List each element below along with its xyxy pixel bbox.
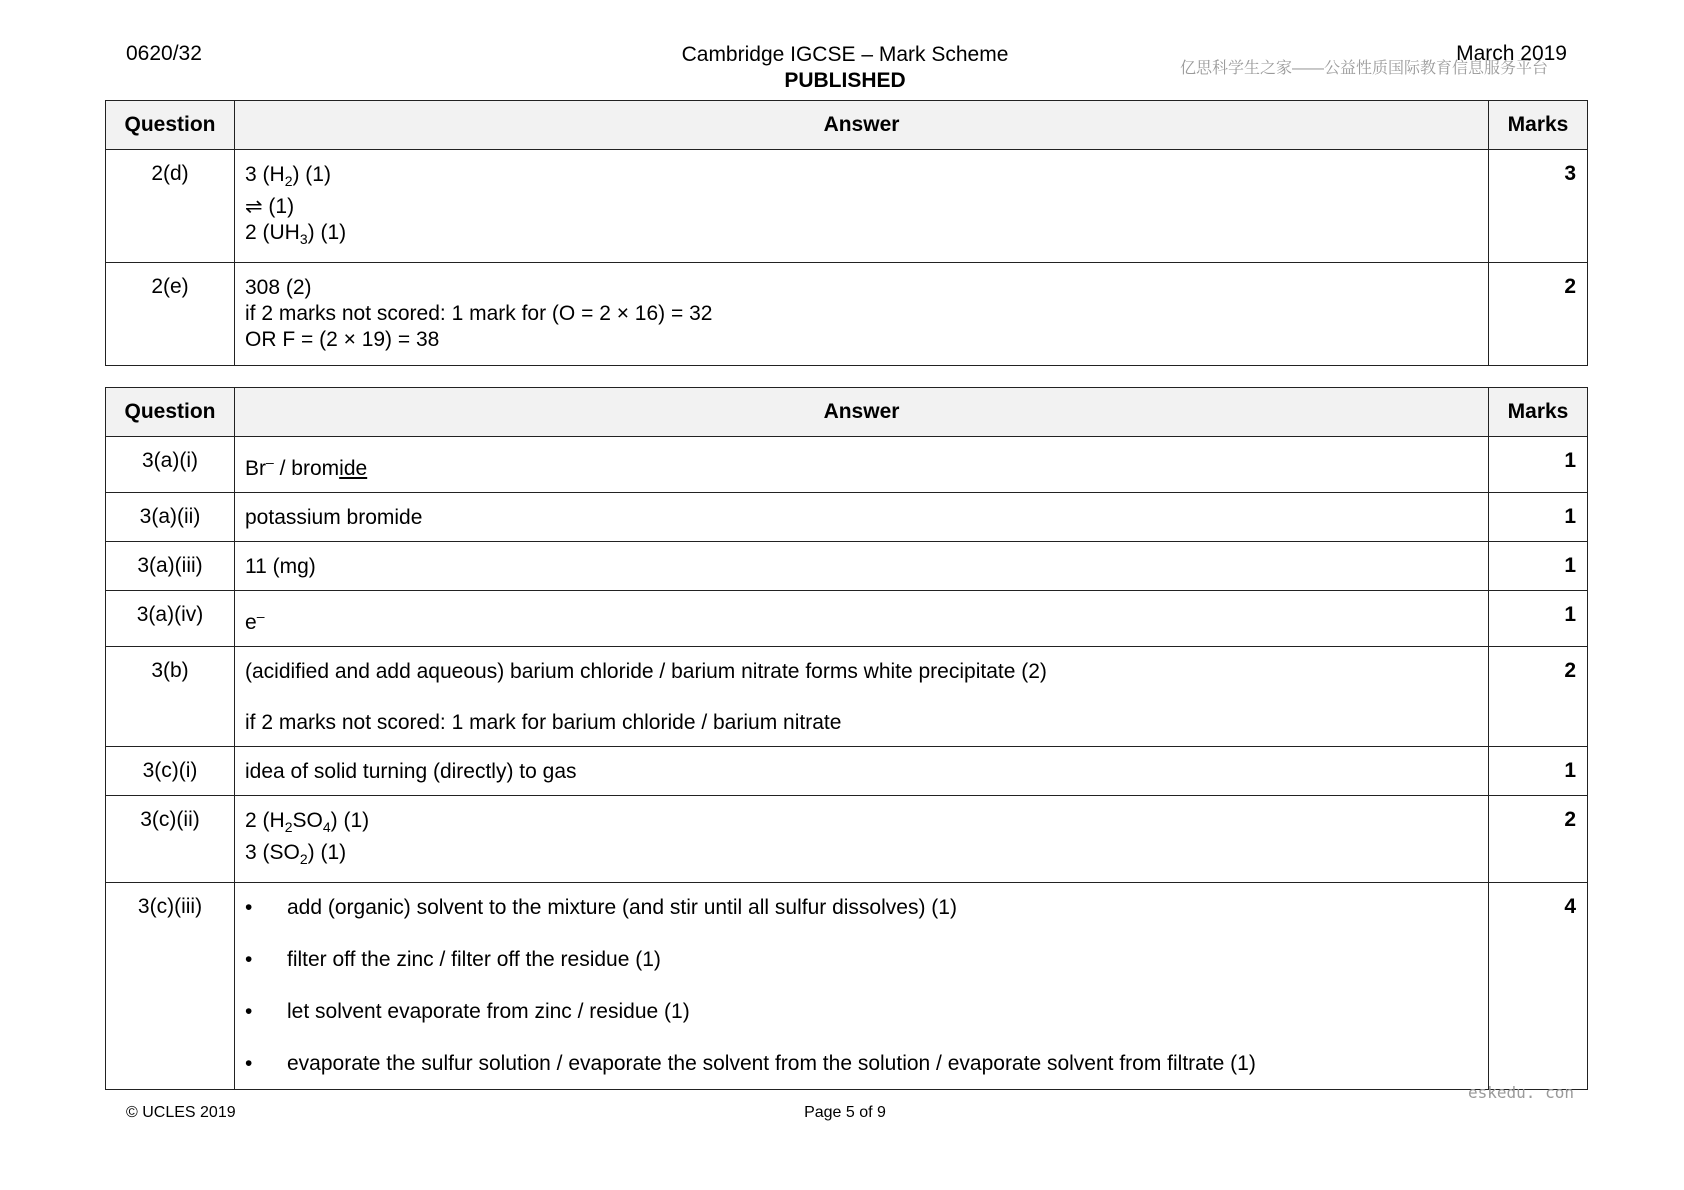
- question-number: 3(a)(iv): [106, 591, 235, 647]
- question-number: 3(c)(i): [106, 747, 235, 796]
- document-code: 0620/32: [126, 42, 202, 65]
- marks-value: 1: [1489, 542, 1588, 591]
- marks-value: 1: [1489, 747, 1588, 796]
- marks-value: 1: [1489, 591, 1588, 647]
- question-number: 2(e): [106, 263, 235, 366]
- document-title: Cambridge IGCSE – Mark Scheme: [681, 43, 1009, 66]
- list-item: • filter off the zinc / filter off the residue (1): [245, 948, 661, 972]
- question-number: 2(d): [106, 150, 235, 263]
- table-header-row: [106, 388, 1588, 437]
- marks-column-header: Marks: [1489, 101, 1588, 150]
- answer-cell: Br– / bromide: [235, 437, 1489, 493]
- marks-value: 2: [1489, 796, 1588, 883]
- site-watermark: eskedu. con: [1468, 1083, 1574, 1102]
- marks-value: 4: [1489, 883, 1588, 1090]
- answer-cell: e–: [235, 591, 1489, 647]
- copyright-footer: © UCLES 2019: [126, 1104, 236, 1121]
- table-row: [106, 647, 1588, 747]
- table-row: [106, 883, 1588, 1090]
- bullet-icon: •: [245, 896, 253, 920]
- question-column-header: Question: [106, 101, 235, 150]
- table-header-row: [106, 101, 1588, 150]
- bullet-list: [245, 895, 1478, 1077]
- marks-value: 2: [1489, 263, 1588, 366]
- answer-column-header: Answer: [235, 101, 1489, 150]
- question-number: 3(a)(iii): [106, 542, 235, 591]
- answer-cell: 11 (mg): [235, 542, 1489, 591]
- answer-cell: 3 $(H_2)$ (1) ⇌ (1) 2 $(UH_3)$ (1): [235, 150, 1489, 263]
- question-number: 3(a)(i): [106, 437, 235, 493]
- table-row: [106, 796, 1588, 883]
- marks-column-header: Marks: [1489, 388, 1588, 437]
- table-row: [106, 542, 1588, 591]
- bullet-icon: •: [245, 948, 253, 972]
- answer-cell: idea of solid turning (directly) to gas: [235, 747, 1489, 796]
- list-item: • add (organic) solvent to the mixture (and stir until all sulfur dissolves) (1): [245, 896, 957, 920]
- answer-cell: 2 $(H_2SO_4)$ (1) 3 $(SO_2)$ (1): [235, 796, 1489, 883]
- question-number: 3(a)(ii): [106, 493, 235, 542]
- answer-cell: 308 (2) if 2 marks not scored: 1 mark for (O = 2 × 16) = 32 OR F = (2 × 19) = 38: [235, 263, 1489, 366]
- published-label: PUBLISHED: [784, 69, 906, 92]
- list-item: • let solvent evaporate from zinc / residue (1): [245, 1000, 690, 1024]
- table-row: [106, 150, 1588, 263]
- document-date: March 2019: [1456, 42, 1567, 65]
- marks-value: 1: [1489, 437, 1588, 493]
- answer-cell: [235, 883, 1489, 1090]
- answer-cell: (acidified and add aqueous) barium chloride / barium nitrate forms white precipitate (2) if 2 marks not scored: 1 mark for barium chloride / barium nitrate: [235, 647, 1489, 747]
- page-number: Page 5 of 9: [804, 1104, 886, 1121]
- list-item: • evaporate the sulfur solution / evaporate the solvent from the solution / evaporate solvent from filtrate (1): [245, 1052, 1256, 1076]
- question-column-header: Question: [106, 388, 235, 437]
- bullet-icon: •: [245, 1000, 253, 1024]
- table-row: [106, 493, 1588, 542]
- marks-value: 2: [1489, 647, 1588, 747]
- question-number: 3(b): [106, 647, 235, 747]
- answer-cell: potassium bromide: [235, 493, 1489, 542]
- marks-value: 1: [1489, 493, 1588, 542]
- table-row: [106, 263, 1588, 366]
- question-number: 3(c)(ii): [106, 796, 235, 883]
- document-title-block: [560, 42, 1130, 94]
- bullet-icon: •: [245, 1052, 253, 1076]
- table-row: [106, 591, 1588, 647]
- watermark-text: 亿思科学生之家——公益性质国际教育信息服务平台: [1180, 60, 1549, 77]
- question-number: 3(c)(iii): [106, 883, 235, 1090]
- marks-value: 3: [1489, 150, 1588, 263]
- table-row: [106, 747, 1588, 796]
- answer-column-header: Answer: [235, 388, 1489, 437]
- mark-scheme-table-q2: [105, 100, 1588, 366]
- table-row: [106, 437, 1588, 493]
- mark-scheme-table-q3: [105, 387, 1588, 1090]
